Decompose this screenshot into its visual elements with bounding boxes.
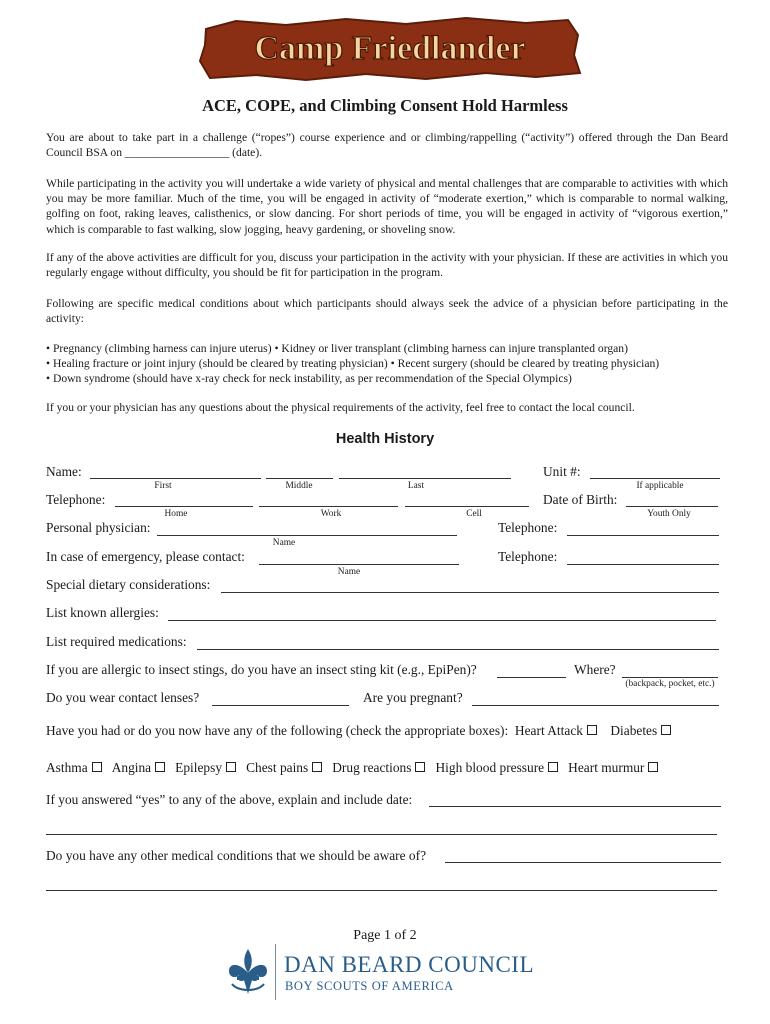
other-conditions-label: Do you have any other medical conditions that we should be aware of? <box>46 848 427 863</box>
footer-logo <box>224 944 554 1002</box>
emergency-contact-field[interactable] <box>259 564 459 565</box>
telephone-cell-field[interactable] <box>405 506 529 507</box>
page-number: Page 1 of 2 <box>353 928 417 943</box>
council-name: DAN BEARD COUNCIL <box>284 952 534 977</box>
explain-label: If you answered “yes” to any of the above, explain and include date: <box>46 792 413 807</box>
tel-work-hint: Work <box>320 509 342 519</box>
name-last-hint: Last <box>407 481 425 491</box>
explain-field-continued[interactable] <box>46 834 717 835</box>
name-first-hint: First <box>154 481 172 491</box>
conditions-row-1 <box>46 723 671 739</box>
medications-field[interactable] <box>197 649 719 650</box>
heart-attack-label: Heart Attack <box>514 723 583 738</box>
allergies-field[interactable] <box>168 620 716 621</box>
pregnant-field[interactable] <box>472 705 719 706</box>
conditions-question: Have you had or do you now have any of the following (check the appropriate boxes): <box>46 723 509 738</box>
intro-paragraph: You are about to take part in a challenge (“ropes”) course experience and or climbing/rappelling (“activity”) offered through the Dan Beard Council BSA on __________________ (date). <box>46 131 728 160</box>
high-blood-pressure-label: High blood pressure <box>435 760 545 775</box>
angina-checkbox[interactable] <box>155 762 165 772</box>
camp-logo <box>196 15 584 83</box>
insect-kit-field[interactable] <box>497 677 566 678</box>
conditions-list <box>46 341 659 387</box>
physician-telephone-label: Telephone: <box>498 520 558 535</box>
physician-field[interactable] <box>157 535 457 536</box>
physician-telephone-field[interactable] <box>567 535 719 536</box>
diabetes-checkbox[interactable] <box>661 725 671 735</box>
list-item: • Healing fracture or joint injury (should be cleared by treating physician) • Recent surgery (should be cleared by treating physician) <box>46 357 660 371</box>
contact-lenses-label: Do you wear contact lenses? <box>46 690 200 705</box>
where-hint: (backpack, pocket, etc.) <box>625 679 715 689</box>
physician-hint: Name <box>272 538 296 548</box>
name-label: Name: <box>46 464 82 479</box>
heart-murmur-checkbox[interactable] <box>648 762 658 772</box>
where-field[interactable] <box>622 677 718 678</box>
unit-hint: If applicable <box>636 481 684 491</box>
tel-cell-hint: Cell <box>466 509 482 519</box>
emergency-telephone-field[interactable] <box>567 564 719 565</box>
telephone-work-field[interactable] <box>259 506 398 507</box>
telephone-home-field[interactable] <box>115 506 253 507</box>
list-item: • Down syndrome (should have x-ray check for neck instability, as per recommendation of the Special Olympics) <box>46 372 572 386</box>
document-title: ACE, COPE, and Climbing Consent Hold Harmless <box>202 96 568 115</box>
footer-divider <box>275 944 276 1000</box>
logo-text: Camp Friedlander <box>254 30 526 67</box>
emergency-telephone-label: Telephone: <box>498 549 558 564</box>
diabetes-label: Diabetes <box>610 723 658 738</box>
angina-label: Angina <box>111 760 152 775</box>
conditions-paragraph: Following are specific medical conditions about which participants should always seek the advice of a physician before participating in the activity: <box>46 297 728 326</box>
contact-paragraph: If you or your physician has any questions about the physical requirements of the activity, feel free to contact the local council. <box>46 401 635 414</box>
contact-lenses-field[interactable] <box>212 705 349 706</box>
heart-attack-checkbox[interactable] <box>587 725 597 735</box>
high-blood-pressure-checkbox[interactable] <box>548 762 558 772</box>
insect-sting-label: If you are allergic to insect stings, do you have an insect sting kit (e.g., EpiPen)? <box>46 662 477 677</box>
tel-home-hint: Home <box>164 509 188 519</box>
name-middle-field[interactable] <box>266 478 333 479</box>
physician-paragraph: If any of the above activities are difficult for you, discuss your participation in the activity with your physician. If these are activities in which you regularly engage without difficulty, you should be fit for participation in the program. <box>46 251 728 280</box>
epilepsy-label: Epilepsy <box>175 760 223 775</box>
dietary-field[interactable] <box>221 592 719 593</box>
other-conditions-field[interactable] <box>445 862 721 863</box>
fleur-de-lis-icon <box>224 946 272 998</box>
asthma-checkbox[interactable] <box>92 762 102 772</box>
pregnant-label: Are you pregnant? <box>363 690 463 705</box>
exertion-paragraph: While participating in the activity you will undertake a wide variety of physical and mental challenges that are comparable to activities with which you may be more familiar. Much of the time, you will be engaged in activity of “moderate exertion,” which is comparable to normal walking, golfing on foot, raking leaves, calisthenics, or slow dancing. For short periods of time, you will be engaged in activity of “vigorous exertion,” which is comparable to fast walking, slow jogging, heavy gardening, or shoveling snow. <box>46 177 728 236</box>
epilepsy-checkbox[interactable] <box>226 762 236 772</box>
unit-field[interactable] <box>590 478 720 479</box>
unit-label: Unit #: <box>543 464 581 479</box>
medications-label: List required medications: <box>46 634 187 649</box>
name-middle-hint: Middle <box>285 481 313 491</box>
conditions-row-2 <box>46 760 658 776</box>
health-history-heading: Health History <box>335 431 435 447</box>
heart-murmur-label: Heart murmur <box>568 760 645 775</box>
dob-field[interactable] <box>626 506 718 507</box>
dob-hint: Youth Only <box>647 509 691 519</box>
chest-pains-label: Chest pains <box>246 760 309 775</box>
dob-label: Date of Birth: <box>543 492 618 507</box>
allergies-label: List known allergies: <box>46 605 159 620</box>
explain-field[interactable] <box>429 806 721 807</box>
camp-logo-banner-icon <box>196 15 584 83</box>
drug-reactions-label: Drug reactions <box>332 760 412 775</box>
organization-name: BOY SCOUTS OF AMERICA <box>285 979 454 993</box>
emergency-label: In case of emergency, please contact: <box>46 549 245 564</box>
list-item: • Pregnancy (climbing harness can injure uterus) • Kidney or liver transplant (climbing harness can injure transplanted organ) <box>46 342 628 355</box>
name-last-field[interactable] <box>339 478 511 479</box>
asthma-label: Asthma <box>46 760 88 775</box>
telephone-label: Telephone: <box>46 492 106 507</box>
chest-pains-checkbox[interactable] <box>312 762 322 772</box>
drug-reactions-checkbox[interactable] <box>415 762 425 772</box>
other-conditions-field-continued[interactable] <box>46 890 717 891</box>
name-first-field[interactable] <box>90 478 261 479</box>
dietary-label: Special dietary considerations: <box>46 577 211 592</box>
physician-label: Personal physician: <box>46 520 151 535</box>
where-label: Where? <box>574 662 616 677</box>
emergency-hint: Name <box>337 567 361 577</box>
